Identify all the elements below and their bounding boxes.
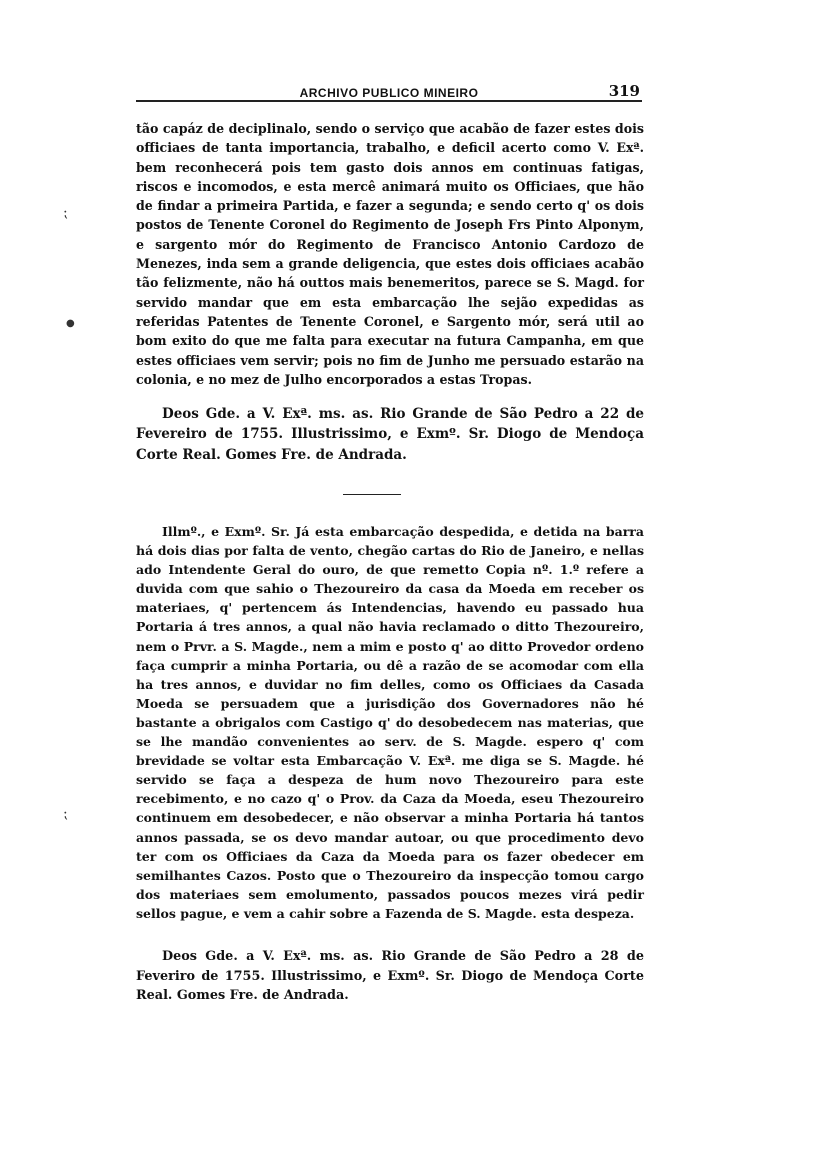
paragraph-3: Illmº., e Exmº. Sr. Já esta embarcação despedida, e detida na barra há dois dias por falta de vento, chegão cartas do Rio de Janeiro, e nellas ado Intendente Geral do ouro, de que remetto Copia nº. 1.º refere a duvida com que sahio o Thezoureiro da casa da Moeda em receber os materiaes, q' pertencem ás Intendencias, havendo eu passado hua Portaria á tres annos, a qual não havia reclamado o ditto Thezoureiro, nem o Prvr. a S. Magde., nem a mim e posto q' ao ditto Provedor ordeno faça cumprir a minha Portaria, ou dê a razão de se acomodar com ella ha tres annos, e duvidar no fim delles, como os Officiaes da Casada Moeda se persuadem que a jurisdição dos Governadores não hé bastante a obrigalos com Castigo q' do desobedecem nas materias, que se lhe mandão convenientes ao serv. de S. Magde. espero q' com brevidade se voltar esta Embarcação V. Exª. me diga se S. Magde. hé servido se faça a despeza de hum novo Thezoureiro para este recebimento, e no cazo q' o Prov. da Caza da Moeda, eseu Thezoureiro continuem em desobedecer, e não observar a minha Portaria há tantos annos passada, se os devo mandar autoar, ou que procedimento devo ter com os Officiaes da Caza da Moeda para os fazer obedecer em semilhantes Cazos. Posto que o Thezoureiro da inspecção tomou cargo dos materiaes sem emolumento, passados poucos mezes virá pedir sellos pague, e vem a cahir sobre a Fazenda de S. Magde. esta despeza. xyxy=(136,524,644,921)
header-title: ARCHIVO PUBLICO MINEIRO xyxy=(299,86,479,100)
letter-closing-2 xyxy=(136,947,644,1006)
running-header xyxy=(136,80,642,102)
margin-dot-icon: ● xyxy=(66,318,75,329)
letter-2 xyxy=(136,522,644,923)
margin-mark-icon: ⁏ xyxy=(63,806,68,822)
letter-continuation xyxy=(136,119,644,389)
header-rule xyxy=(136,100,642,102)
paragraph-2: Deos Gde. a V. Exª. ms. as. Rio Grande de São Pedro a 22 de Fevereiro de 1755. Illustrissimo, e Exmº. Sr. Diogo de Mendoça Corte Real. Gomes Fre. de Andrada. xyxy=(136,406,644,463)
letter-closing-1 xyxy=(136,404,644,465)
paragraph-1: tão capáz de deciplinalo, sendo o serviço que acabão de fazer estes dois officiaes de tanta importancia, trabalho, e deficil acerto como V. Exª. bem reconhecerá pois tem gasto dois annos em continuas fatigas, riscos e incomodos, e esta mercê animará muito os Officiaes, que hão de findar a primeira Partida, e fazer a segunda; e sendo certo q' os dois postos de Tenente Coronel do Regimento de Joseph Frs Pinto Alponym, e sargento mór do Regimento de Francisco Antonio Cardozo de Menezes, inda sem a grande deligencia, que estes dois officiaes acabão tão felizmente, não há outtos mais benemeritos, parece se S. Magd. for servido mandar que em esta embarcação lhe sejão expedidas as referidas Patentes de Tenente Coronel, e Sargento mór, será util ao bom exito do que me falta para executar na futura Campanha, em que estes officiaes vem servir; pois no fim de Junho me persuado estarão na colonia, e no mez de Julho encorporados a estas Tropas. xyxy=(136,121,644,387)
section-separator xyxy=(343,494,401,495)
margin-mark-icon: ⁏ xyxy=(63,205,68,221)
paragraph-4: Deos Gde. a V. Exª. ms. as. Rio Grande de São Pedro a 28 de Feveriro de 1755. Illustrissimo, e Exmº. Sr. Diogo de Mendoça Corte Real. Gomes Fre. de Andrada. xyxy=(136,949,644,1004)
page-number: 319 xyxy=(608,82,640,100)
